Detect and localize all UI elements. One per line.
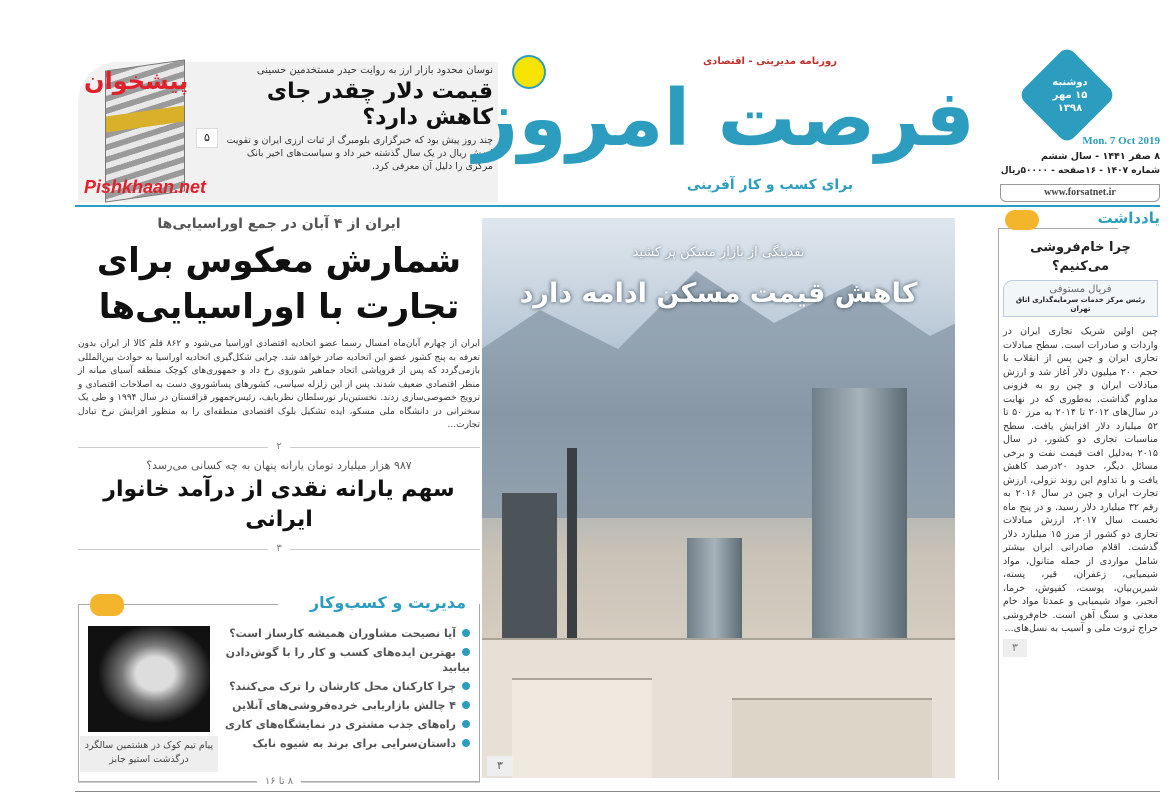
- author-name: فریال مستوفی: [1049, 284, 1112, 295]
- photo-kicker: نقدینگی از بازار مسکن پر کشید: [632, 245, 805, 260]
- issue-info: شماره ۱۴۰۷ - ۱۶صفحه - ۵۰۰۰۰ریال: [1000, 166, 1160, 176]
- lead-body: ایران از چهارم آبان‌ماه امسال رسما عضو اتحادیه اقتصادی اوراسیا می‌شود و ۸۶۲ قلم کالا از ایران بدون تعرفه به پنج کشور عضو این اتحادیه صادر خواهد شد. چرایی شکل‌گیری اتحادیه اوراسیا به حوادث بین‌المللی بازمی‌گردد که پس از فروپاشی اتحاد جماهیر شوروی رخ داد و جمهوری‌های کوچک منطقه آسیای میانه از منظر اقتصادی ضعیف شدند. پس از این زلزله سیاسی، کشورهای پساشوروی دست به اصلاحات اقتصادی و ترویج خصوصی‌سازی زدند. نخستین‌بار نورسلطان نظربایف، رئیس‌جمهور قزاقستان در سال ۱۹۹۴ و طی یک سخنرانی در دانشگاه ملی مسکو، ایده تشکیل بلوک اقتصادی منطقه‌ای را به منظور افزایش نرخ تبادل تجارت...: [78, 339, 480, 430]
- photo-page-number: ۳: [487, 756, 513, 776]
- teaser-page-number: ۵: [196, 128, 218, 148]
- photo-caption[interactable]: پیام تیم کوک در هشتمین سالگرد درگذشت استیو جابز: [80, 736, 218, 772]
- city-buildings: [732, 698, 932, 778]
- section-pages: ۸ تا ۱۶: [257, 776, 301, 787]
- section-title: مدیریت و کسب‌وکار: [306, 592, 470, 614]
- left-column: [78, 214, 480, 790]
- masthead-subtitle: روزنامه مدیریتی - اقتصادی: [703, 56, 837, 67]
- second-page-divider: [78, 542, 480, 554]
- watermark-en: Pishkhaan.net: [84, 177, 207, 197]
- pen-icon: [1005, 210, 1039, 230]
- city-buildings: [512, 678, 652, 778]
- photo-headline[interactable]: کاهش قیمت مسکن ادامه دارد: [519, 278, 918, 309]
- briefcase-icon: [90, 594, 124, 616]
- masthead-tagline: برای کسب و کار آفرینی: [686, 177, 854, 193]
- teaser-text: [225, 64, 493, 173]
- steve-jobs-photo: [88, 626, 210, 732]
- english-date: Mon. 7 Oct 2019: [1082, 135, 1160, 147]
- second-page-number: ۳: [268, 543, 289, 554]
- lead-headline[interactable]: شمارش معکوس برای تجارت با اوراسیایی‌ها: [96, 241, 462, 327]
- hijri-date: ۸ صفر ۱۴۴۱ - سال ششم: [1040, 151, 1160, 162]
- teaser-kicker: نوسان محدود بازار ارز به روایت حیدر مستخدمین حسینی: [256, 65, 493, 76]
- persian-date: [1045, 76, 1095, 115]
- second-headline[interactable]: سهم یارانه نقدی از درآمد خانوار ایرانی: [103, 476, 455, 532]
- section-page-divider: [78, 776, 480, 787]
- note-body: چین اولین شریک تجاری ایران در واردات و صادرات است. سطح مبادلات تجاری ایران و چین پس از انقلاب با حجم ۲۰۰ میلیون دلار آغاز شد و ارزش مبادلات ایران و چین رو به فزونی مداوم گذاشت. به‌طوری که در نهایت در سال‌های ۲۰۱۲ تا ۲۰۱۴ به مرز ۵۰ تا ۵۲ میلیارد دلار افزایش یافت. سطح مناسبات تجاری دو کشور، در سال ۲۰۱۵ به‌دلیل افت قیمت نفت و برخی مسائل دیگر، حدود ۲۰درصد کاهش یافت و با تداوم این روند نزولی، ارزش تجارت ایران و چین در سال ۲۰۱۶ به رقم ۳۲ میلیارد دلار رسید. و در پنج ماه نخست سال ۲۰۱۷، ارزش مبادلات تجاری دو کشور از مرز ۱۵ میلیارد دلار گذشت. اقلام صادراتی ایران بیشتر شامل مواردی از جمله متانول، مواد شیمیایی، زعفران، قیر، پسته، شیرین‌بیان، پوست، کفپوش، خرما، انجیر، مواد شیمیایی و عمدتا مواد خام معدنی و سنگ آهن است. خام‌فروشی حراج ثروت ملی و آسیب به نسل‌های...: [1003, 326, 1158, 634]
- author-role: رئیس مرکز خدمات سرمایه‌گذاری اتاق تهران: [1015, 296, 1146, 313]
- watermark-fa: پیشخوان: [84, 67, 189, 95]
- list-item[interactable]: ۴ چالش بازاریابی خرده‌فروشی‌های آنلاین: [215, 696, 470, 715]
- second-kicker: ۹۸۷ هزار میلیارد تومان یارانه پنهان به چه کسانی می‌رسد؟: [146, 458, 412, 472]
- masthead-rule: [75, 205, 1160, 207]
- website-link[interactable]: www.forsatnet.ir: [1000, 184, 1160, 202]
- weekday: دوشنبه: [1052, 77, 1088, 88]
- list-item[interactable]: چرا کارکنان محل کارشان را ترک می‌کنند؟: [215, 677, 470, 696]
- section-list: [215, 624, 470, 753]
- teaser-headline[interactable]: قیمت دلار چقدر جای کاهش دارد؟: [266, 79, 493, 130]
- list-item[interactable]: داستان‌سرایی برای برند به شیوه نایک: [215, 734, 470, 753]
- masthead-logo: فرصت امروز: [473, 74, 975, 164]
- note-section-title: یادداشت: [1097, 209, 1160, 227]
- note-page-number: ۳: [1003, 639, 1027, 657]
- day-month: ۱۵ مهر: [1052, 90, 1088, 101]
- year: ۱۳۹۸: [1057, 103, 1083, 114]
- money-band: [106, 106, 184, 133]
- lead-page-number: ۲: [268, 441, 289, 452]
- author-box: [1003, 280, 1158, 317]
- teaser-body: چند روز پیش بود که خبرگزاری بلومبرگ از ثبات ارزی ایران و تقویت ارزش ریال در یک سال گذشته خبر داد و سیاست‌های اخیر بانک مرکزی را دلیل آن معرفی کرد.: [226, 135, 493, 172]
- section-block: [78, 594, 480, 790]
- note-headline[interactable]: چرا خام‌فروشی می‌کنیم؟: [1030, 240, 1131, 274]
- bottom-rule: [75, 791, 1160, 792]
- list-item[interactable]: بهترین ایده‌های کسب و کار را با گوش‌دادن بیابید: [215, 643, 470, 677]
- list-item[interactable]: آیا نصیحت مشاوران همیشه کارساز است؟: [215, 624, 470, 643]
- lead-page-divider: [78, 440, 480, 452]
- list-item[interactable]: راه‌های جذب مشتری در نمایشگاه‌های کاری: [215, 715, 470, 734]
- note-column: [1003, 238, 1158, 790]
- lead-kicker: ایران از ۴ آبان در جمع اوراسیایی‌ها: [157, 216, 401, 232]
